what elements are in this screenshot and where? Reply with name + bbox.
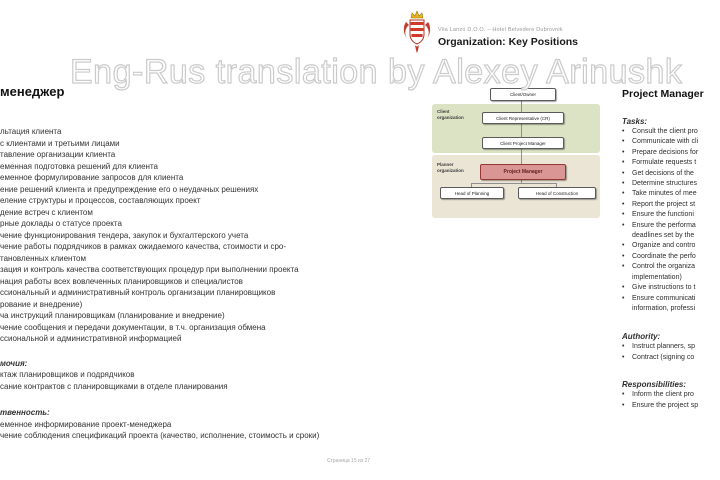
left-task-line: тавление организации клиента — [0, 150, 116, 159]
authority-list — [622, 342, 720, 363]
task-item — [622, 221, 720, 231]
task-text: information, professi — [632, 304, 696, 312]
task-item — [622, 241, 720, 251]
bullet-marker: • — [622, 211, 625, 219]
bullet-marker: • — [622, 401, 625, 409]
authority-item — [622, 353, 720, 363]
russian-column — [0, 84, 450, 442]
left-task-line: ссиональный и административный контроль организации планировщиков — [0, 288, 276, 297]
task-item — [622, 179, 720, 189]
task-text: Determine structures — [632, 180, 697, 188]
bullet-marker: • — [622, 263, 625, 271]
left-task-line: зация и контроль качества соответствующих процедур при выполнении проекта — [0, 265, 299, 274]
client-organization-label: Client organization — [437, 109, 464, 120]
bullet-marker: • — [622, 200, 625, 208]
left-task-line: рные доклады о статусе проекта — [0, 219, 122, 228]
bullet-marker: • — [622, 138, 625, 146]
client-project-manager-box: Client Project Manager — [482, 137, 564, 149]
project-manager-box: Project Manager — [480, 164, 566, 180]
left-task-line: нация работы всех вовлеченных планировщиков и специалистов — [0, 276, 243, 286]
bullet-marker: • — [622, 180, 625, 188]
authority-item — [622, 342, 720, 352]
authority-heading: Authority: — [622, 332, 661, 342]
task-text: Coordinate the perfo — [632, 252, 696, 260]
task-item — [622, 262, 720, 272]
task-text: deadlines set by the — [632, 232, 695, 240]
left-authority-list — [0, 369, 450, 392]
responsibility-item — [622, 401, 720, 411]
bullet-marker: • — [622, 128, 625, 135]
bullet-marker: • — [622, 284, 625, 292]
page-number: Страница 15 из 27 — [327, 458, 371, 464]
task-item — [622, 231, 720, 241]
bullet-marker: • — [622, 294, 625, 302]
org-chart — [432, 85, 600, 220]
bullet-marker: • — [622, 221, 625, 229]
company-line: Vila Lanzo D.O.O. – Hotel Belvedere Dubrovnik — [438, 27, 563, 33]
client-representative-box: Client Representative (CR) — [482, 112, 564, 124]
task-item — [622, 158, 720, 168]
task-item — [622, 169, 720, 179]
task-item — [622, 294, 720, 304]
task-item — [622, 283, 720, 293]
left-responsibility-list — [0, 419, 450, 442]
header-text — [438, 27, 578, 48]
translation-watermark: Eng-Rus translation by Alexey Arinushk — [70, 53, 683, 91]
left-task-line: тановленных клиентом — [0, 253, 86, 263]
task-item — [622, 200, 720, 210]
left-task-line: чение работы подрядчиков в рамках ожидаемого качества, стоимости и сро- — [0, 242, 287, 251]
head-of-planning-box: Head of Planning — [440, 187, 504, 199]
left-responsibility-line: чение соблюдения спецификаций проекта (качество, исполнение, стоимость и сроки) — [0, 431, 320, 440]
connector-line — [521, 122, 522, 137]
left-task-line: еменное формулирование запросов для клиента — [0, 173, 184, 182]
task-text: Give instructions to t — [632, 284, 696, 292]
coat-of-arms-icon — [402, 10, 432, 54]
left-task-line: еление структуры и процессов, составляющих проект — [0, 196, 201, 205]
bullet-marker: • — [622, 148, 625, 156]
task-text: implementation) — [632, 273, 682, 281]
tasks-heading: Tasks: — [622, 117, 648, 126]
task-item — [622, 273, 720, 283]
task-text: Take minutes of mee — [632, 190, 697, 198]
tasks-list — [622, 127, 720, 314]
connector-line — [471, 183, 557, 184]
planner-organization-label: Planner organization — [437, 162, 464, 173]
authority-text: Instruct planners, sp — [632, 343, 696, 351]
left-task-line: чение сообщения и передачи документации, в т.ч. организация обмена — [0, 322, 266, 332]
bullet-marker: • — [622, 169, 625, 177]
left-task-line: еменная подготовка решений для клиента — [0, 161, 158, 171]
left-task-line: чение функционирования тендера, закупок и бухгалтерского учета — [0, 230, 249, 240]
hotel-crest-logo — [402, 10, 432, 54]
left-task-line: дение встреч с клиентом — [0, 207, 93, 217]
task-item — [622, 252, 720, 262]
left-responsibility-line: еменное информирование проект-менеджера — [0, 419, 172, 429]
left-responsibility-heading: твенность: — [0, 408, 50, 417]
left-task-line: ение решений клиента и предупреждение его о неудачных решениях — [0, 184, 259, 194]
left-task-line: льтация клиента — [0, 127, 62, 136]
task-item — [622, 189, 720, 199]
task-text: Ensure the performa — [632, 221, 696, 229]
task-item — [622, 137, 720, 147]
bullet-marker: • — [622, 252, 625, 260]
bullet-marker: • — [622, 353, 625, 361]
bullet-marker: • — [622, 190, 625, 198]
task-text: Control the organiza — [632, 263, 696, 271]
task-text: Prepare decisions for — [632, 148, 699, 156]
left-task-list — [0, 126, 450, 345]
task-text: Get decisions of the — [632, 169, 694, 177]
responsibility-item — [622, 390, 720, 400]
task-text: Report the project st — [632, 200, 696, 208]
client-owner-box: Client/Owner — [490, 88, 556, 101]
english-column — [622, 88, 720, 411]
bullet-marker: • — [622, 391, 625, 399]
responsibility-text: Inform the client pro — [632, 391, 694, 399]
task-item — [622, 210, 720, 220]
responsibility-text: Ensure the project sp — [632, 401, 699, 409]
left-authority-line: ктаж планировщиков и подрядчиков — [0, 370, 135, 379]
left-authority-line: сание контрактов с планировщиками в отделе планирования — [0, 381, 228, 391]
right-heading: Project Manager — [622, 88, 704, 100]
connector-line — [521, 147, 522, 164]
left-heading: менеджер — [0, 84, 65, 99]
left-task-line: ссиональной и административной информацией — [0, 334, 182, 343]
task-text: Formulate requests t — [632, 159, 697, 167]
bullet-marker: • — [622, 159, 625, 167]
task-text: Ensure communicati — [632, 294, 696, 302]
task-text: Communicate with cli — [632, 138, 699, 146]
left-task-line: рование и внедрение) — [0, 299, 83, 309]
task-text: Ensure the functioni — [632, 211, 694, 219]
head-of-construction-box: Head of Construction — [518, 187, 596, 199]
task-item — [622, 127, 720, 137]
page-title: Organization: Key Positions — [438, 36, 579, 48]
task-text: Consult the client pro — [632, 128, 698, 135]
left-task-line: ча инструкций планировщикам (планирование и внедрение) — [0, 311, 225, 320]
left-authority-heading: мочия: — [0, 358, 28, 368]
responsibilities-list — [622, 390, 720, 411]
left-task-line: с клиентами и третьими лицами — [0, 138, 120, 148]
task-item — [622, 304, 720, 314]
responsibilities-heading: Responsibilities: — [622, 380, 687, 390]
bullet-marker: • — [622, 343, 625, 351]
authority-text: Contract (signing co — [632, 353, 695, 361]
task-item — [622, 148, 720, 158]
bullet-marker: • — [622, 242, 625, 250]
task-text: Organize and contro — [632, 242, 696, 250]
